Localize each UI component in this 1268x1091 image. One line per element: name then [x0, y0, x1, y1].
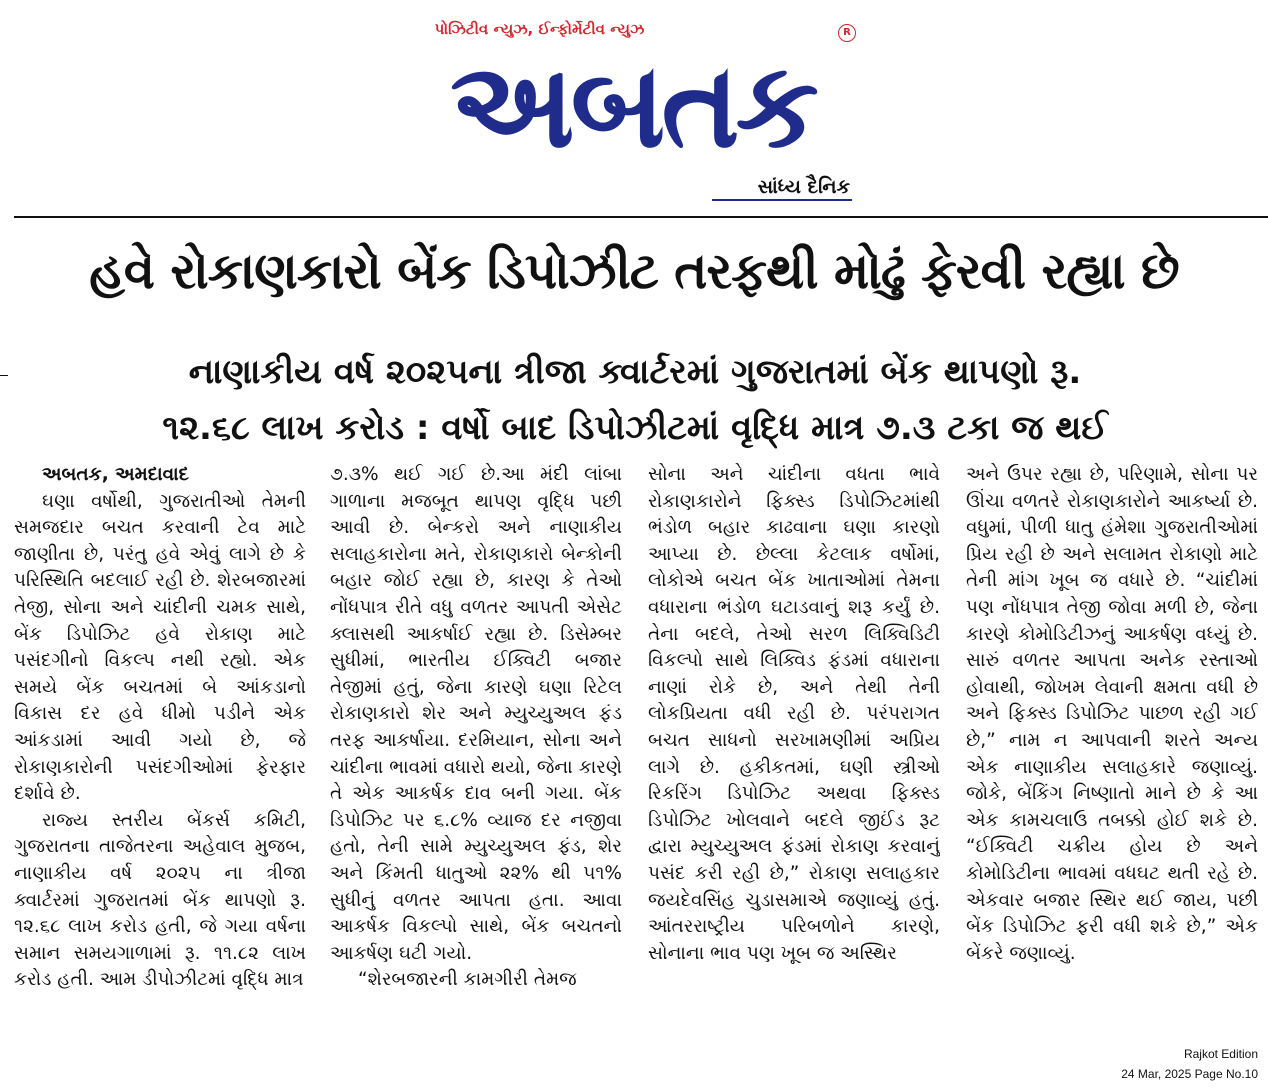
body-paragraph: ૭.૩% થઈ ગઈ છે.આ મંદી લાંબા ગાળાના મજબૂત થાપણ વૃદ્ધિ પછી આવી છે. બેન્કરો અને નાણાકીય સલાહકારોના મતે, રોકાણકારો બેન્કોની બહાર જોઈ રહ્યા છે, કારણ કે તેઓ નોંધપાત્ર રીતે વધુ વળતર આપતી એસેટ ક્લાસથી આકર્ષાઈ રહ્યા છે. ડિસેમ્બર સુધીમાં, ભારતીય ઈક્વિટી બજાર તેજીમાં હતું, જેના કારણે ઘણા રિટેલ રોકાણકારો શેર અને મ્યુચ્યુઅલ ફંડ તરફ આકર્ષાયા. દરમિયાન, સોના અને ચાંદીના ભાવમાં વધારો થયો, જેના કારણે તે એક આકર્ષક દાવ બની ગયા. બેંક ડિપોઝિટ પર ૬.૮% વ્યાજ દર નજીવા હતો, તેની સામે મ્યુચ્યુઅલ ફંડ, શેર અને કિંમતી ધાતુઓ ૨૨% થી ૫૧% સુધીનું વળતર આપતા હતા. આવા આકર્ષક વિકલ્પો સાથે, બેંક બચતનો આકર્ષણ ઘટી ગયો.	[330, 464, 622, 964]
article-headline: હવે રોકાણકારો બેંક ડિપોઝીટ તરફથી મોઢું ફેરવી રહ્યા છે	[89, 242, 1179, 300]
newspaper-logo: અબતક	[450, 36, 815, 174]
article-column-2	[330, 462, 622, 1040]
margin-tick	[0, 375, 8, 376]
body-paragraph: રાજ્ય સ્તરીય બેંકર્સ કમિટી, ગુજરાતના તાજેતરના અહેવાલ મુજબ, નાણાકીય વર્ષ ૨૦૨૫ ના ત્રીજા ક્વાર્ટરમાં ગુજરાતમાં બેંક થાપણો રૂ. ૧૨.૬૮ લાખ કરોડ હતી, જે ગયા વર્ષના સમાન સમયગાળામાં રૂ. ૧૧.૮૨ લાખ કરોડ હતી. આમ ડીપોઝીટમાં વૃદ્ધિ માત્ર	[14, 809, 306, 991]
dek-line-1: નાણાકીય વર્ષ ૨૦૨૫ના ત્રીજા ક્વાર્ટરમાં ગુજરાતમાં બેંક થાપણો રૂ.	[188, 352, 1082, 392]
article-dek	[60, 344, 1210, 456]
header-divider	[14, 216, 1268, 218]
body-paragraph: સોના અને ચાંદીના વધતા ભાવે રોકાણકારોને ફિક્સ્ડ ડિપોઝિટમાંથી ભંડોળ બહાર કાઢવાના ઘણા કારણો આપ્યા છે. છેલ્લા કેટલાક વર્ષોમાં, લોકોએ બચત બેંક ખાતાઓમાં તેમના વધારાના ભંડોળ ઘટાડવાનું શરૂ કર્યું છે. તેના બદલે, તેઓ સરળ લિક્વિડિટી વિકલ્પો સાથે લિક્વિડ ફંડમાં વધારાના નાણાં રોકે છે, અને તેથી તેની લોકપ્રિયતા વધી રહી છે. પરંપરાગત બચત સાધનો સરખામણીમાં અપ્રિય લાગે છે. હકીકતમાં, ઘણી સ્ત્રીઓ રિકરિંગ ડિપોઝિટ અથવા ફિક્સ્ડ ડિપોઝિટ ખોલવાને બદલે જીઈંડ રૂટ દ્વારા મ્યુચ્યુઅલ ફંડમાં રોકાણ કરવાનું પસંદ કરી રહી છે,” રોકાણ સલાહકાર જયદેવસિંહ ચુડાસમાએ જણાવ્યું હતું. આંતરરાષ્ટ્રીય પરિબળોને કારણે, સોનાના ભાવ પણ ખૂબ જ અસ્થિર	[648, 464, 940, 964]
article-column-3	[648, 462, 940, 1040]
registered-mark-icon: R	[838, 24, 856, 42]
subtitle-underline	[712, 199, 852, 201]
page-footer	[1121, 1044, 1258, 1084]
article-body	[14, 462, 1264, 1040]
article-byline: અબતક, અમદાવાદ	[42, 464, 190, 485]
body-paragraph: “શેરબજારની કામગીરી તેમજ	[358, 969, 577, 991]
dek-line-2: ૧૨.૬૮ લાખ કરોડ : વર્ષો બાદ ડિપોઝીટમાં વૃદ્ધિ માત્ર ૭.૩ ટકા જ થઈ	[162, 408, 1108, 448]
article-column-1	[14, 462, 306, 1040]
masthead-tagline: પોઝિટીવ ન્યુઝ, ઈન્ફોર્મેટીવ ન્યુઝ	[434, 20, 645, 38]
edition-label: Rajkot Edition	[1183, 1047, 1258, 1061]
body-paragraph: અને ઉપર રહ્યા છે, પરિણામે, સોના પર ઊંચા વળતરે રોકાણકારોને આકર્ષ્યા છે. વધુમાં, પીળી ધાતુ હંમેશા ગુજરાતીઓમાં પ્રિય રહી છે અને સલામત રોકાણો માટે તેની માંગ ખૂબ જ વધારે છે. “ચાંદીમાં પણ નોંધપાત્ર તેજી જોવા મળી છે, જેના કારણે કોમોડિટીઝનું આકર્ષણ વધ્યું છે. સારું વળતર આપતા અનેક રસ્તાઓ હોવાથી, જોખમ લેવાની ક્ષમતા વધી છે અને ફિક્સ્ડ ડિપોઝિટ પાછળ રહી ગઈ છે,” નામ ન આપવાની શરતે અન્ય એક નાણાકીય સલાહકારે જણાવ્યું. જોકે, બેંકિંગ નિષ્ણાતો માને છે કે આ એક કામચલાઉ તબક્કો હોઈ શકે છે. “ઈક્વિટી ચક્રીય હોય છે અને કોમોડિટીના ભાવમાં વધઘટ થતી રહે છે. એકવાર બજાર સ્થિર થઈ જાય, પછી બેંક ડિપોઝિટ ફરી વધી શકે છે,” એક બેંકરે જણાવ્યું.	[966, 464, 1258, 964]
masthead-subtitle: સાંધ્ય દૈનિક	[757, 176, 850, 198]
article-column-4	[966, 462, 1258, 1040]
body-paragraph: ઘણા વર્ષોથી, ગુજરાતીઓ તેમની સમજદાર બચત કરવાની ટેવ માટે જાણીતા છે, પરંતુ હવે એવું લાગે છે કે પરિસ્થિતિ બદલાઈ રહી છે. શેરબજારમાં તેજી, સોના અને ચાંદીની ચમક સાથે, બેંક ડિપોઝિટ હવે રોકાણ માટે પસંદગીનો વિકલ્પ નથી રહ્યો. એક સમયે બેંક બચતમાં બે આંકડાનો વિકાસ દર હવે ધીમો પડીને એક આંકડામાં આવી ગયો છે, જે રોકાણકારોની પસંદગીઓમાં ફેરફાર દર્શાવે છે.	[14, 490, 306, 805]
masthead	[0, 0, 1268, 210]
date-page-label: 24 Mar, 2025 Page No.10	[1121, 1067, 1258, 1081]
